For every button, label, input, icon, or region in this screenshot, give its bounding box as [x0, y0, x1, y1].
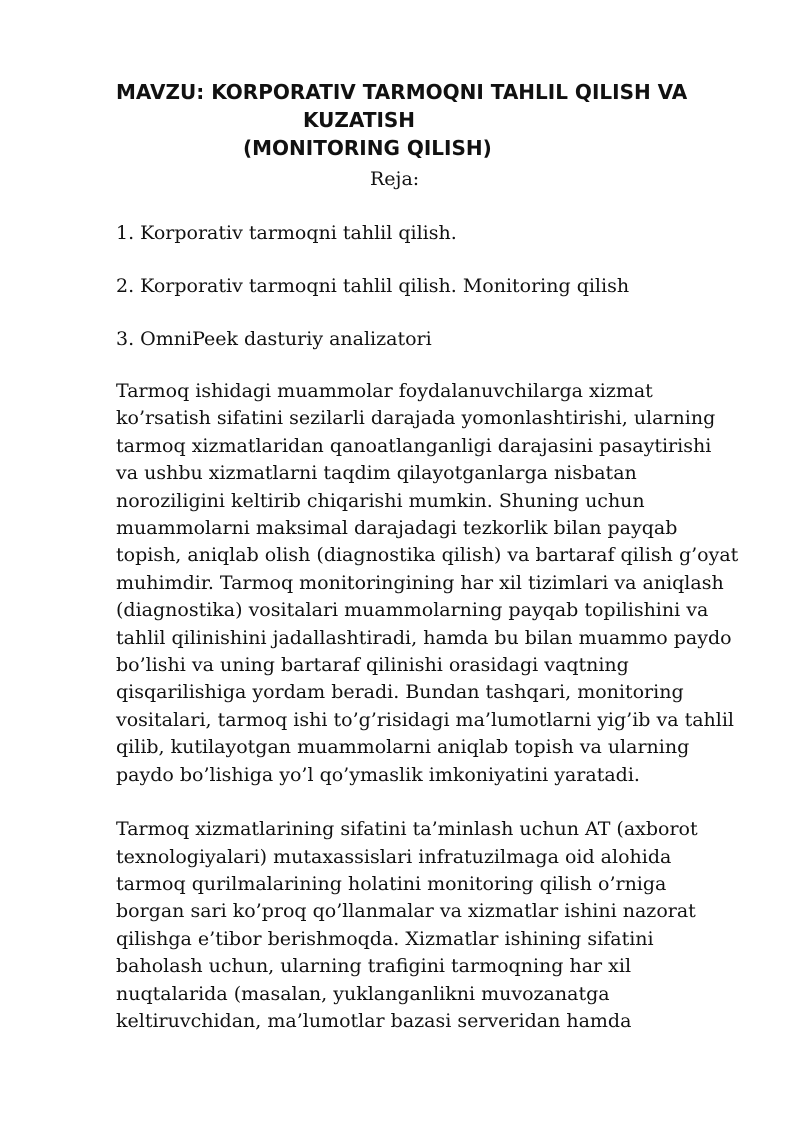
paragraph-line: tarmoq xizmatlaridan qanoatlanganligi darajasini pasaytirishi — [116, 434, 712, 457]
paragraph-line: ko’rsatish sifatini sezilarli darajada yomonlashtirishi, ularning — [116, 407, 716, 430]
paragraph-line: Tarmoq ishidagi muammolar foydalanuvchilarga xizmat — [116, 380, 653, 402]
paragraph-line: bo’lishi va uning bartaraf qilinishi orasidagi vaqtning — [116, 654, 629, 677]
paragraph-line: noroziligini keltirib chiqarishi mumkin. Shuning uchun — [116, 489, 645, 512]
paragraph-line: borgan sari ko’proq qo’llanmalar va xizmatlar ishini nazorat — [116, 900, 696, 923]
paragraph-line: topish, aniqlab olish (diagnostika qilish) va bartaraf qilish g’oyat — [116, 544, 739, 567]
plan-item-2: 2. Korporativ tarmoqni tahlil qilish. Monitoring qilish — [116, 275, 630, 297]
paragraph-line: (diagnostika) vositalari muammolarning payqab topilishini va — [116, 599, 709, 622]
paragraph-line: tahlil qilinishini jadallashtiradi, hamda bu bilan muammo paydo — [116, 626, 732, 649]
paragraph-line: muammolarni maksimal darajadagi tezkorlik bilan payqab — [116, 517, 678, 540]
paragraph-2 — [116, 816, 744, 1035]
paragraph-1 — [116, 378, 744, 789]
paragraph-line: texnologiyalari) mutaxassislari infratuzilmaga oid alohida — [116, 845, 672, 868]
paragraph-line: paydo bo’lishiga yo’l qo’ymaslik imkoniyatini yaratadi. — [116, 763, 640, 786]
title-line-1: MAVZU: KORPORATIV TARMOQNI TAHLIL QILISH VA — [116, 80, 688, 104]
plan-heading: Reja: — [370, 168, 420, 190]
paragraph-line: qilishga e’tibor berishmoqda. Xizmatlar ishining sifatini — [116, 927, 654, 950]
paragraph-line: qisqarilishiga yordam beradi. Bundan tashqari, monitoring — [116, 681, 684, 704]
paragraph-line: muhimdir. Tarmoq monitoringining har xil tizimlari va aniqlash — [116, 571, 724, 594]
body-text — [116, 378, 744, 1062]
plan-item-3: 3. OmniPeek dasturiy analizatori — [116, 328, 432, 350]
paragraph-line: Tarmoq xizmatlarining sifatini ta’minlash uchun AT (axborot — [116, 818, 698, 841]
document-title — [0, 78, 800, 162]
paragraph-line: vositalari, tarmoq ishi to’g’risidagi ma’lumotlarni yig’ib va tahlil — [116, 708, 735, 731]
paragraph-line: baholash uchun, ularning trafigini tarmoqning har xil — [116, 955, 632, 978]
title-line-3: (MONITORING QILISH) — [243, 136, 492, 160]
plan-list — [116, 220, 756, 379]
plan-item-1: 1. Korporativ tarmoqni tahlil qilish. — [116, 222, 457, 244]
title-line-2: KUZATISH — [303, 108, 416, 132]
paragraph-line: tarmoq qurilmalarining holatini monitoring qilish o’rniga — [116, 872, 667, 895]
paragraph-line: keltiruvchidan, ma’lumotlar bazasi serveridan hamda — [116, 1009, 632, 1032]
paragraph-line: qilib, kutilayotgan muammolarni aniqlab topish va ularning — [116, 736, 690, 759]
paragraph-line: nuqtalarida (masalan, yuklanganlikni muvozanatga — [116, 982, 610, 1005]
paragraph-line: va ushbu xizmatlarni taqdim qilayotganlarga nisbatan — [116, 462, 637, 485]
